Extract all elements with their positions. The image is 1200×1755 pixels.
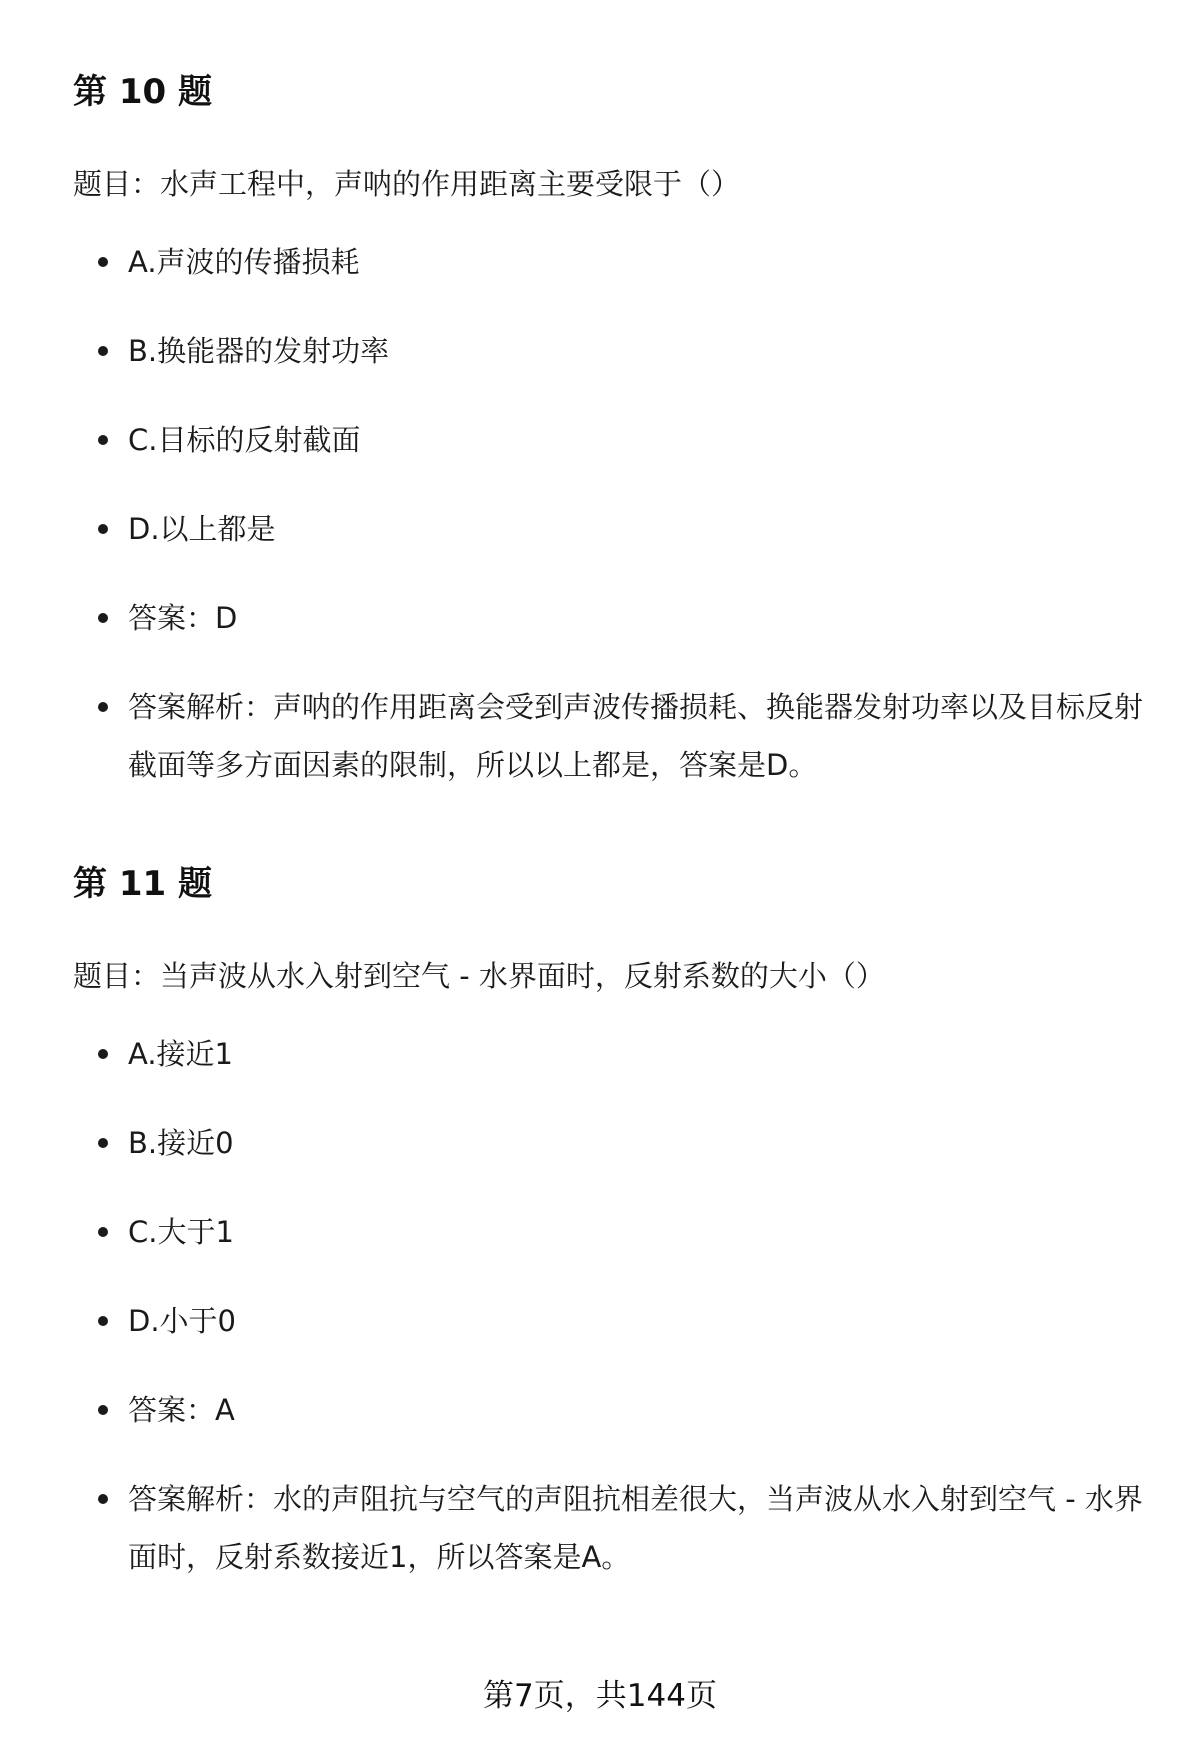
- explanation-item: [73, 1470, 1153, 1586]
- explanation-item: [73, 678, 1153, 794]
- option-list: [73, 233, 1153, 794]
- answer-item: [73, 589, 1153, 647]
- option-label: D.以上都是: [128, 512, 276, 546]
- question-10: [73, 70, 1153, 794]
- option-b: [73, 1114, 1153, 1172]
- option-a: [73, 1025, 1153, 1083]
- option-c: [73, 411, 1153, 469]
- question-heading: 第 10 题: [73, 72, 212, 112]
- question-stem: 题目：水声工程中，声呐的作用距离主要受限于（）: [73, 167, 741, 201]
- answer-item: [73, 1381, 1153, 1439]
- question-stem: 题目：当声波从水入射到空气 - 水界面时，反射系数的大小（）: [73, 959, 885, 993]
- explanation-text: 答案解析：水的声阻抗与空气的声阻抗相差很大，当声波从水入射到空气 - 水界面时，反射系数接近1，所以答案是A。: [128, 1482, 1143, 1574]
- option-list: [73, 1025, 1153, 1586]
- explanation-text: 答案解析：声呐的作用距离会受到声波传播损耗、换能器发射功率以及目标反射截面等多方面因素的限制，所以以上都是，答案是D。: [128, 690, 1144, 782]
- option-b: [73, 322, 1153, 380]
- bullet-icon: [98, 1138, 108, 1148]
- option-c: [73, 1203, 1153, 1261]
- bullet-icon: [98, 1405, 108, 1415]
- bullet-icon: [98, 524, 108, 534]
- bullet-icon: [98, 1494, 108, 1504]
- option-d: [73, 500, 1153, 558]
- option-label: B.换能器的发射功率: [128, 334, 390, 368]
- bullet-icon: [98, 1049, 108, 1059]
- bullet-icon: [98, 435, 108, 445]
- bullet-icon: [98, 702, 108, 712]
- option-label: C.大于1: [128, 1215, 234, 1249]
- bullet-icon: [98, 257, 108, 267]
- option-d: [73, 1292, 1153, 1350]
- question-11: [73, 862, 1153, 1586]
- option-label: D.小于0: [128, 1304, 236, 1338]
- option-label: C.目标的反射截面: [128, 423, 361, 457]
- answer-text: 答案：A: [128, 1393, 235, 1427]
- option-a: [73, 233, 1153, 291]
- answer-text: 答案：D: [128, 601, 238, 635]
- bullet-icon: [98, 613, 108, 623]
- option-label: A.接近1: [128, 1037, 233, 1071]
- question-heading: 第 11 题: [73, 864, 212, 904]
- option-label: A.声波的传播损耗: [128, 245, 360, 279]
- bullet-icon: [98, 1227, 108, 1237]
- page-number: 第7页，共144页: [483, 1678, 717, 1714]
- bullet-icon: [98, 346, 108, 356]
- bullet-icon: [98, 1316, 108, 1326]
- option-label: B.接近0: [128, 1126, 234, 1160]
